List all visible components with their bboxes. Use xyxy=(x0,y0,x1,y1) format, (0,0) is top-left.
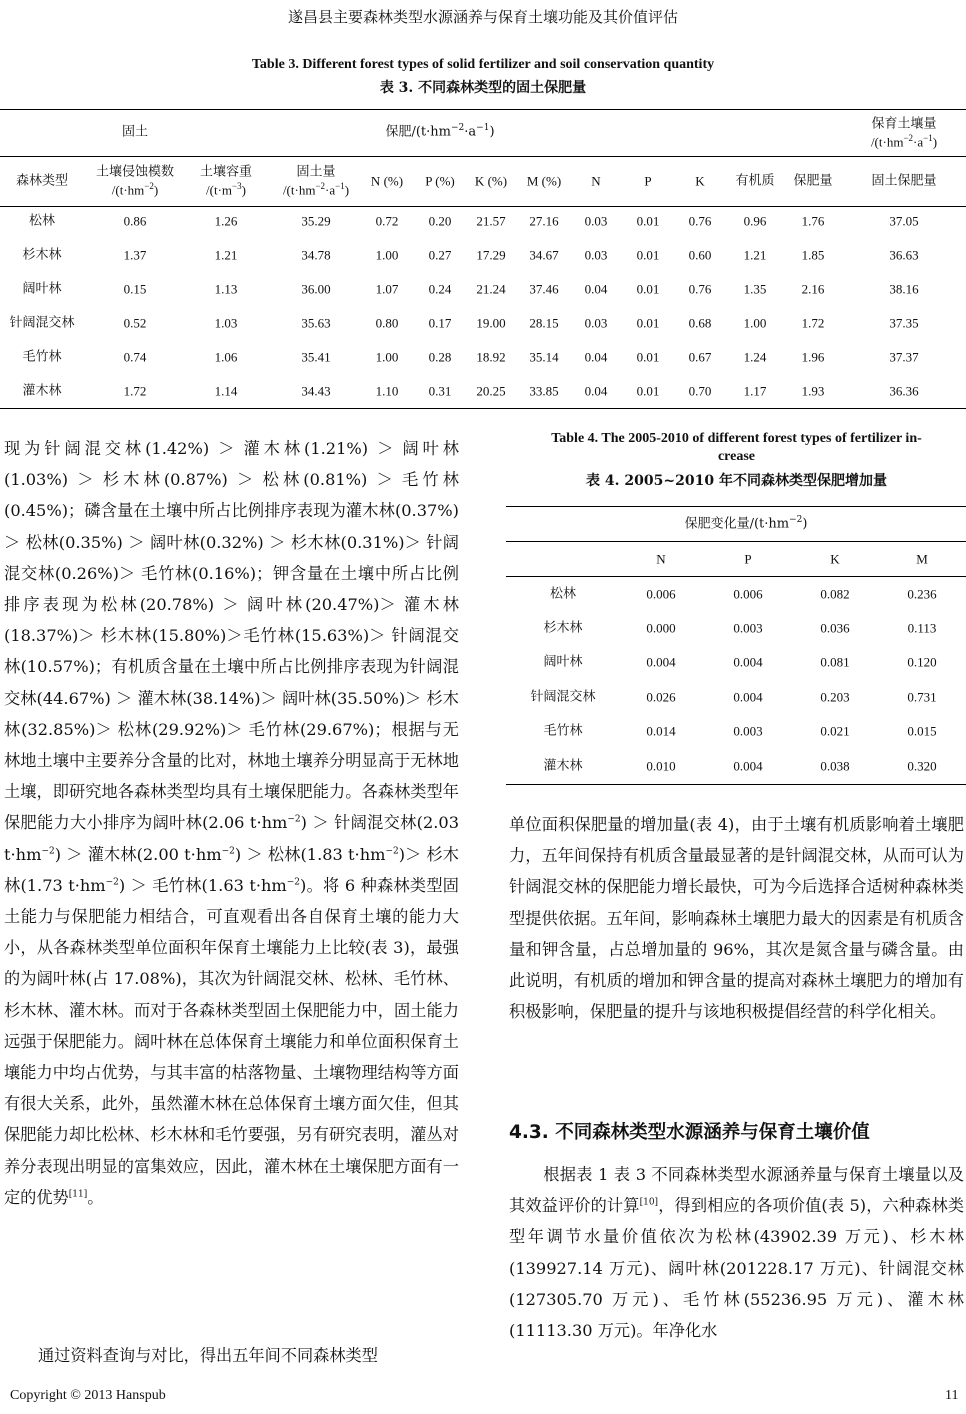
table4-cell: 0.004 xyxy=(733,689,763,705)
left-paragraph-2: 通过资料查询与对比，得出五年间不同森林类型 xyxy=(38,1346,378,1365)
table3-cell: 0.70 xyxy=(688,383,712,399)
table3-top-rule xyxy=(0,109,966,110)
table3-cell: 35.29 xyxy=(301,213,331,229)
table3-group-gutu: 固土 xyxy=(121,124,149,140)
table4-bottom-rule xyxy=(506,784,966,785)
table4-cell: 0.081 xyxy=(820,654,850,670)
table3-cell: 34.67 xyxy=(529,247,559,263)
table4-cell: 0.036 xyxy=(820,620,850,636)
table4-cell: 0.120 xyxy=(907,654,937,670)
table3-row-label: 杉木林 xyxy=(22,247,62,263)
table3-cell: 0.76 xyxy=(688,213,712,229)
table3-cell: 17.29 xyxy=(476,247,506,263)
table3-cell: 0.60 xyxy=(688,247,712,263)
table3-cell: 38.16 xyxy=(889,281,919,297)
table3-header-k-pct: K (%) xyxy=(474,173,508,189)
table3-cell: 0.68 xyxy=(688,315,712,331)
table4-row-label: 灌木林 xyxy=(543,758,583,774)
table3-cell: 0.72 xyxy=(375,213,399,229)
table4-cell: 0.236 xyxy=(907,586,937,602)
table4-cell: 0.015 xyxy=(907,723,937,739)
table4-header-k: K xyxy=(830,551,840,567)
table3-cell: 0.96 xyxy=(743,213,767,229)
table3-header-gutu-line2: $/(t\cdot hm^{-2}\cdot a^{-1})$ xyxy=(282,181,350,198)
table4-cell: 0.004 xyxy=(646,654,676,670)
table3-cell: 33.85 xyxy=(529,383,559,399)
table3-row-label: 松林 xyxy=(28,213,56,229)
table3-cell: 1.72 xyxy=(123,383,147,399)
table3-caption-zh: 表 3. 不同森林类型的固土保肥量 xyxy=(379,80,587,96)
table3-header-p-pct: P (%) xyxy=(425,173,455,189)
table3-row-label: 阔叶林 xyxy=(22,281,62,297)
table3-cell: 21.57 xyxy=(476,213,506,229)
table3-cell: 0.67 xyxy=(688,349,712,365)
table3-header-erosion-line1: 土壤侵蚀模数 xyxy=(95,164,175,180)
table3-cell: 1.26 xyxy=(214,213,238,229)
table3-cell: 37.46 xyxy=(529,281,559,297)
table3-cell: 0.20 xyxy=(428,213,452,229)
table3-row-label: 毛竹林 xyxy=(22,349,62,365)
table3-header-density-line1: 土壤容重 xyxy=(199,164,253,180)
table3-cell: 1.96 xyxy=(801,349,825,365)
table3-group-baoyu-line1: 保育土壤量 xyxy=(871,116,937,132)
table3-cell: 1.24 xyxy=(743,349,767,365)
table3-cell: 0.27 xyxy=(428,247,452,263)
table3-cell: 0.24 xyxy=(428,281,452,297)
table4-row-label: 阔叶林 xyxy=(543,654,583,670)
table3-cell: 0.04 xyxy=(584,281,608,297)
table3-header-n: N xyxy=(591,173,601,189)
table3-cell: 1.07 xyxy=(375,281,399,297)
table3-cell: 1.93 xyxy=(801,383,825,399)
table4-cell: 0.004 xyxy=(733,758,763,774)
footer-page-number: 11 xyxy=(945,1388,959,1403)
table4-cell: 0.021 xyxy=(820,723,850,739)
table3-cell: 0.03 xyxy=(584,247,608,263)
section-heading: 4.3. 不同森林类型水源涵养与保育土壤价值 xyxy=(509,1122,870,1143)
table3-cell: 1.17 xyxy=(743,383,767,399)
table3-row-label: 针阔混交林 xyxy=(9,315,75,331)
table3-cell: 0.04 xyxy=(584,349,608,365)
table3-cell: 36.63 xyxy=(889,247,919,263)
table4-caption-en-line1: Table 4. The 2005-2010 of different forest types of fertilizer in- xyxy=(551,431,922,446)
footer-copyright: Copyright © 2013 Hanspub xyxy=(10,1388,166,1403)
table3-cell: 1.21 xyxy=(743,247,767,263)
table3-cell: 1.72 xyxy=(801,315,825,331)
table4-header-rule xyxy=(506,541,966,542)
table4-header-m: M xyxy=(916,551,928,567)
table3-cell: 0.01 xyxy=(636,349,660,365)
table3-cell: 34.78 xyxy=(301,247,331,263)
table3-header-type: 森林类型 xyxy=(15,173,69,189)
table3-cell: 1.00 xyxy=(743,315,767,331)
table3-cell: 35.14 xyxy=(529,349,559,365)
table4-row-label: 松林 xyxy=(549,586,577,602)
table4-row-label: 毛竹林 xyxy=(543,723,583,739)
table4-cell: 0.320 xyxy=(907,758,937,774)
table3-cell: 1.13 xyxy=(214,281,238,297)
table3-cell: 0.01 xyxy=(636,315,660,331)
table3-cell: 0.01 xyxy=(636,383,660,399)
table3-header-density-line2: $/(t\cdot m^{-3})$ xyxy=(206,181,246,198)
table3-cell: 1.10 xyxy=(375,383,399,399)
table3-group-baoyu-line2: $/(t\cdot hm^{-2}\cdot a^{-1})$ xyxy=(870,133,938,150)
table4-cell: 0.003 xyxy=(733,620,763,636)
table3-cell: 1.35 xyxy=(743,281,767,297)
table3-cell: 0.28 xyxy=(428,349,452,365)
table4-header-n: N xyxy=(656,551,666,567)
table4-group-header: 保肥变化量$/(t\cdot hm^{-2})$ xyxy=(684,515,808,532)
table3-cell: 19.00 xyxy=(476,315,506,331)
table3-caption-en: Table 3. Different forest types of solid fertilizer and soil conservation quantity xyxy=(251,57,715,72)
table4-cell: 0.203 xyxy=(820,689,850,705)
table3-cell: 0.01 xyxy=(636,213,660,229)
table4-cell: 0.004 xyxy=(733,654,763,670)
table4-cell: 0.082 xyxy=(820,586,850,602)
table3-header-k: K xyxy=(695,173,705,189)
table3-cell: 27.16 xyxy=(529,213,559,229)
left-paragraph-1: 现为针阔混交林(1.42%) ＞ 灌木林(1.21%) ＞ 阔叶林(1.03%) ＞ 杉木林(0.87%) ＞ 松林(0.81%) ＞ 毛竹林(0.45%)；磷含量在土壤中所占比例排序表现为灌木林(0.37%) ＞ 松林(0.35%) ＞ 阔叶林(0.32%) ＞ 杉木林(0.31%)＞ 针阔混交林(0.26%)＞ 毛竹林(0.16%)；钾含量在土壤中所占比例排序表现为松林(20.78%) ＞ 阔叶林(20.47%)＞ 灌木林(18.37%)＞ 杉木林(15.80%)＞毛竹林(15.63%)＞ 针阔混交林(10.57%)；有机质含量在土壤中所占比例排序表现为针阔混交林(44.67%) ＞ 灌木林(38.14%)＞ 阔叶林(35.50%)＞ 杉木林(32.85%)＞ 松林(29.92%)＞ 毛竹林(29.67%)；根据与无林地土壤中主要养分含量的比对，林地土壤养分明显高于无林地土壤，即研究地各森林类型均具有土壤保肥能力。各森林类型年保肥能力大小排序为阔叶林(2.06 $t\cdot hm^{-2}$) ＞ 针阔混交林(2.03 $t\cdot hm^{-2}$) ＞ 灌木林(2.00 $t\cdot hm^{-2}$) ＞ 松林(1.83 $t\cdot hm^{-2})>$ 杉木林(1.73 $t\cdot hm^{-2}$) ＞ 毛竹林(1.63 $t\cdot hm^{-2}$)。将 6 种森林类型固土能力与保肥能力相结合，可直观看出各自保育土壤的能力大小，从各森林类型单位面积年保育土壤能力上比较(表 3)，最强的为阔叶林(占 17.08%)，其次为针阔混交林、松林、毛竹林、杉木林、灌木林。而对于各森林类型固土保肥能力中，固土能力远强于保肥能力。阔叶林在总体保育土壤能力和单位面积保育土壤能力中均占优势，与其丰富的枯落物量、土壤物理结构等方面有很大关系，此外，虽然灌木林在总体保育土壤方面欠佳，但其保肥能力却比松林、杉木林和毛竹要强，另有研究表明，灌丛对养分表现出明显的富集效应，因此，灌木林在土壤保肥方面有一定的优势[11]。 xyxy=(4,439,459,1207)
table3-cell: 0.01 xyxy=(636,281,660,297)
table4-cell: 0.038 xyxy=(820,758,850,774)
table4-cell: 0.000 xyxy=(646,620,676,636)
table3-cell: 1.37 xyxy=(123,247,147,263)
table3-cell: 0.03 xyxy=(584,213,608,229)
running-head: 遂昌县主要森林类型水源涵养与保育土壤功能及其价值评估 xyxy=(287,8,678,26)
right-paragraph-2: 根据表 1 表 3 不同森林类型水源涵养量与保育土壤量以及其效益评价的计算[10]，得到相应的各项价值(表 5)，六种森林类型年调节水量价值依次为松林(43902.39 万元)、杉木林(139927.14 万元)、阔叶林(201228.17 万元)、针阔混交林(127305.70 万元)、毛竹林(55236.95 万元)、灌木林(11113.30 万元)。年净化水 xyxy=(509,1165,965,1341)
table4-cell: 0.113 xyxy=(907,620,937,636)
table3-cell: 28.15 xyxy=(529,315,559,331)
table4-cell: 0.006 xyxy=(733,586,763,602)
table3-cell: 0.80 xyxy=(375,315,399,331)
table3-cell: 1.03 xyxy=(214,315,238,331)
table4-body-rule xyxy=(506,576,966,577)
table3-bottom-rule xyxy=(0,408,966,409)
table3-header-m-pct: M (%) xyxy=(526,173,562,189)
table3-header-organic: 有机质 xyxy=(735,173,775,189)
table3-cell: 0.86 xyxy=(123,213,147,229)
table3-cell: 18.92 xyxy=(476,349,506,365)
right-paragraph-1: 单位面积保肥量的增加量(表 4)，由于土壤有机质影响着土壤肥力，五年间保持有机质含量最显著的是针阔混交林，从而可认为针阔混交林的保肥能力增长最快，可为今后选择合适树种森林类型提供依据。五年间，影响森林土壤肥力最大的因素是有机质含量和钾含量，占总增加量的 96%，其次是氮含量与磷含量。由此说明，有机质的增加和钾含量的提高对森林土壤肥力的增加有积极影响，保肥量的提升与该地积极提倡经营的科学化相关。 xyxy=(509,815,964,1022)
table3-cell: 35.41 xyxy=(301,349,331,365)
table4-cell: 0.010 xyxy=(646,758,676,774)
table3-cell: 34.43 xyxy=(301,383,331,399)
table3-cell: 0.01 xyxy=(636,247,660,263)
table3-header-total: 固土保肥量 xyxy=(871,173,937,189)
table3-cell: 1.76 xyxy=(801,213,825,229)
table3-cell: 37.05 xyxy=(889,213,919,229)
table3-cell: 0.74 xyxy=(123,349,147,365)
table4-cell: 0.014 xyxy=(646,723,676,739)
table3-cell: 21.24 xyxy=(476,281,506,297)
table3-group-baofei: 保肥$/(t\cdot hm^{-2}\cdot a^{-1})$ xyxy=(385,123,495,140)
table3-cell: 0.31 xyxy=(428,383,452,399)
table3-cell: 37.35 xyxy=(889,315,919,331)
table3-header-gutu-line1: 固土量 xyxy=(296,164,336,180)
table3-header-baofei: 保肥量 xyxy=(793,173,833,189)
table3-cell: 0.17 xyxy=(428,315,452,331)
table3-cell: 1.85 xyxy=(801,247,825,263)
table3-cell: 36.00 xyxy=(301,281,331,297)
table3-cell: 36.36 xyxy=(889,383,919,399)
table3-header-p: P xyxy=(644,173,652,189)
table3-header-rule xyxy=(0,156,966,157)
table4-row-label: 针阔混交林 xyxy=(530,689,596,705)
table4-caption-zh: 表 4. 2005~2010 年不同森林类型保肥增加量 xyxy=(586,473,887,489)
table3-cell: 0.15 xyxy=(123,281,147,297)
table4-cell: 0.731 xyxy=(907,689,937,705)
table4-cell: 0.003 xyxy=(733,723,763,739)
table3-cell: 1.00 xyxy=(375,247,399,263)
table3-cell: 0.04 xyxy=(584,383,608,399)
table3-cell: 1.06 xyxy=(214,349,238,365)
table3-cell: 0.52 xyxy=(123,315,147,331)
table4-header-p: P xyxy=(744,551,752,567)
table4-cell: 0.006 xyxy=(646,586,676,602)
table3-cell: 0.03 xyxy=(584,315,608,331)
table3-header-n-pct: N (%) xyxy=(370,173,404,189)
table3-cell: 1.00 xyxy=(375,349,399,365)
table3-body-rule xyxy=(0,206,966,207)
table4-cell: 0.026 xyxy=(646,689,676,705)
table4-caption-en-line2: crease xyxy=(717,449,756,464)
table3-cell: 0.76 xyxy=(688,281,712,297)
table3-header-erosion-line2: $/(t\cdot hm^{-2})$ xyxy=(111,181,159,198)
table3-cell: 2.16 xyxy=(801,281,825,297)
table4-top-rule xyxy=(506,506,966,507)
table3-cell: 1.14 xyxy=(214,383,238,399)
table3-cell: 37.37 xyxy=(889,349,919,365)
table3-cell: 35.63 xyxy=(301,315,331,331)
table3-cell: 1.21 xyxy=(214,247,238,263)
table3-cell: 20.25 xyxy=(476,383,506,399)
table3-row-label: 灌木林 xyxy=(22,383,62,399)
table4-row-label: 杉木林 xyxy=(543,620,583,636)
